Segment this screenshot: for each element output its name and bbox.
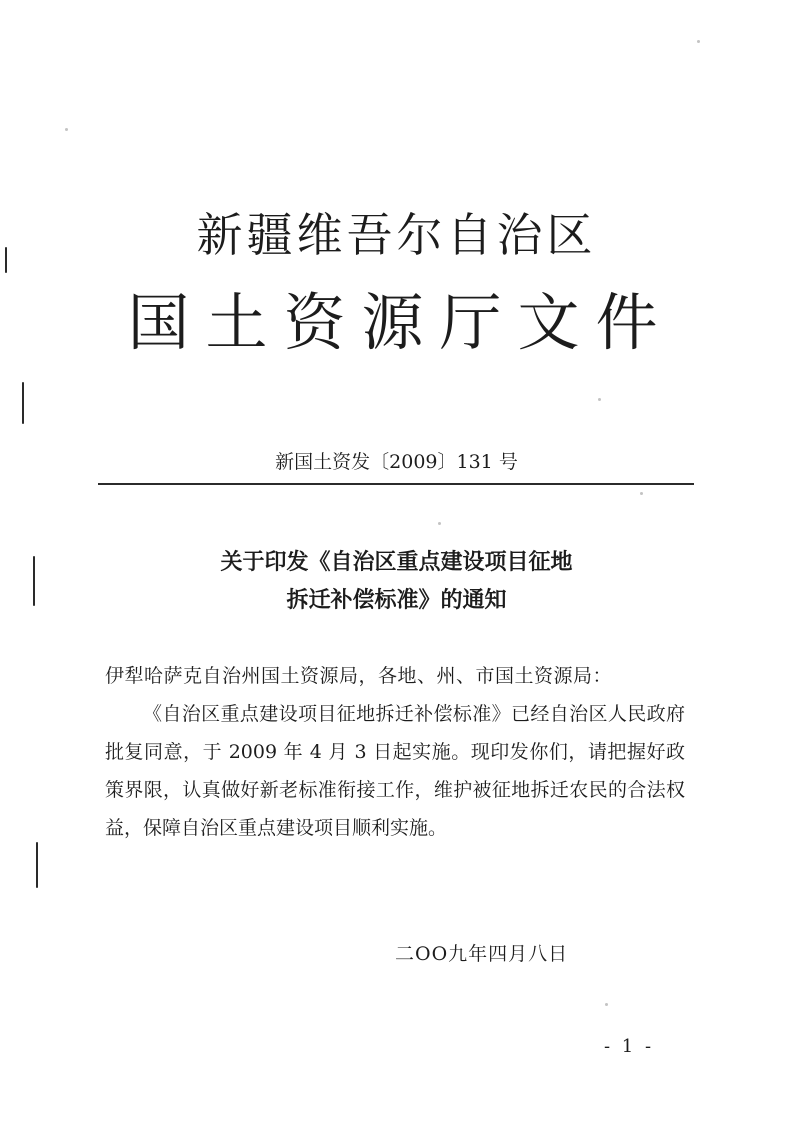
issuer-document-heading: 国土资源厅文件 <box>127 286 674 359</box>
scan-mark <box>22 382 24 424</box>
notice-title-line2: 拆迁补偿标准》的通知 <box>286 587 507 613</box>
scan-speck <box>438 522 441 525</box>
notice-body <box>105 657 685 847</box>
page-number: - 1 - <box>604 1036 655 1057</box>
scan-speck <box>605 1003 608 1006</box>
header-divider <box>98 483 694 485</box>
notice-title <box>0 543 793 619</box>
addressee: 伊犁哈萨克自治州国土资源局，各地、州、市国土资源局： <box>105 665 613 687</box>
scan-speck <box>598 398 601 401</box>
issuer-region-heading: 新疆维吾尔自治区 <box>196 208 597 262</box>
document-number: 新国土资发〔2009〕131 号 <box>275 451 518 473</box>
issue-date: 二OO九年四月八日 <box>395 943 569 965</box>
scan-mark <box>36 842 38 888</box>
scan-speck <box>65 128 68 131</box>
notice-title-line1: 关于印发《自治区重点建设项目征地 <box>220 549 573 575</box>
scan-speck <box>640 492 643 495</box>
body-paragraph: 《自治区重点建设项目征地拆迁补偿标准》已经自治区人民政府批复同意，于 2009 年 4 月 3 日起实施。现印发你们，请把握好政策界限，认真做好新老标准衔接工作，维护被征地拆迁农民的合法权益，保障自治区重点建设项目顺利实施。 <box>105 703 685 839</box>
scan-speck <box>697 40 700 43</box>
